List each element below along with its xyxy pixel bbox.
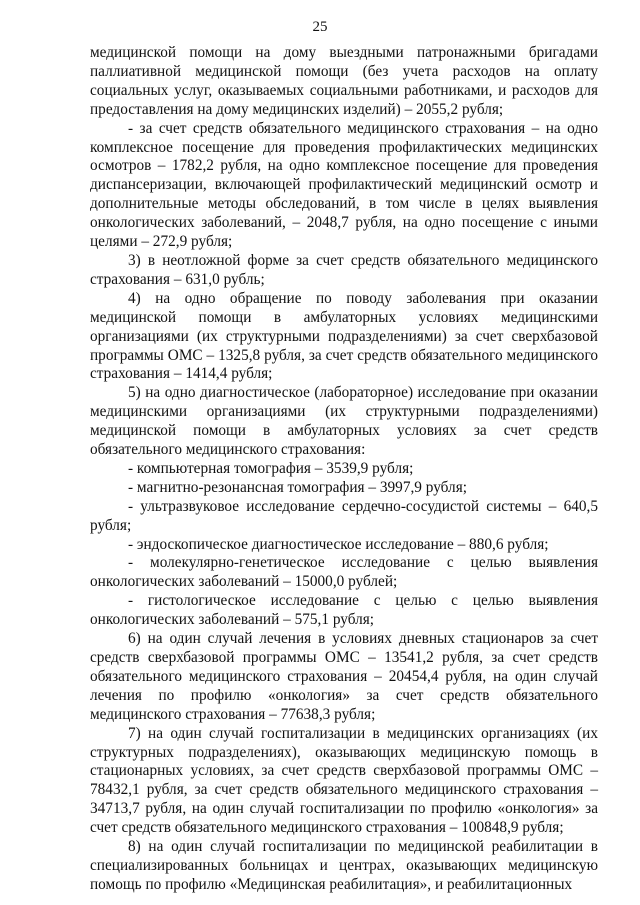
paragraph-item-8-rehabilitation: 8) на один случай госпитализации по медицинской реабилитации в специализированных больницах и центрах, оказывающих медицинскую помощь по профилю «Медицинская реабилитация», и реабилитационных (90, 838, 598, 893)
paragraph-item-4-outpatient: 4) на одно обращение по поводу заболевания при оказании медицинской помощи в амбулаторных условиях медицинскими организациями (их структурными подразделениями) за счет сверхбазовой программы ОМС – 1325,8 рубля, за счет средств обязательного медицинского страхования – 1414,4 рубля; (90, 289, 598, 383)
paragraph-item-3-emergency: 3) в неотложной форме за счет средств обязательного медицинского страхования – 631,0 рубль; (90, 251, 598, 288)
list-item-histology: - гистологическое исследование с целью с целью выявления онкологических заболеваний – 575,1 рубля; (90, 592, 598, 629)
paragraph-oms-visits: - за счет средств обязательного медицинского страхования – на одно комплексное посещение для проведения профилактических медицинских осмотров – 1782,2 рубля, на одно комплексное посещение для проведения диспансеризации, включающей профилактический медицинский осмотр и дополнительные методы обследований, в том числе в целях выявления онкологических заболеваний, – 2048,7 рубля, на одно посещение с иными целями – 272,9 рубля; (90, 119, 598, 251)
paragraph-palliative-continuation: медицинской помощи на дому выездными патронажными бригадами паллиативной медицинской помощи (без учета расходов на оплату социальных услуг, оказываемых социальными работниками, и расходов для предоставления на дому медицинских изделий) – 2055,2 рубля; (90, 44, 598, 118)
list-item-ultrasound: - ультразвуковое исследование сердечно-сосудистой системы – 640,5 рубля; (90, 497, 598, 534)
list-item-molecular-genetic: - молекулярно-генетическое исследование с целью выявления онкологических заболеваний – 15000,0 рублей; (90, 554, 598, 591)
paragraph-item-6-day-hospital: 6) на один случай лечения в условиях дневных стационаров за счет средств сверхбазовой программы ОМС – 13541,2 рубля, за счет средств обязательного медицинского страхования – 20454,4 рубля, на один случай лечения по профилю «онкология» за счет средств обязательного медицинского страхования – 77638,3 рубля; (90, 630, 598, 723)
page-number: 25 (312, 19, 328, 35)
paragraph-item-7-hospitalization: 7) на один случай госпитализации в медицинских организациях (их структурных подразделениях), оказывающих медицинскую помощь в стационарных условиях, за счет средств сверхбазовой программы ОМС – 78432,1 рубля, за счет средств обязательного медицинского страхования – 34713,7 рубля, на один случай госпитализации по профилю «онкология» за счет средств обязательного медицинского страхования – 100848,9 рубля; (90, 724, 598, 837)
document-body (90, 44, 598, 895)
list-item-endoscopy: - эндоскопическое диагностическое исследование – 880,6 рубля; (128, 535, 549, 553)
paragraph-item-5-diagnostics: 5) на одно диагностическое (лабораторное) исследование при оказании медицинскими организациями (их структурными подразделениями) медицинской помощи в амбулаторных условиях за счет средств обязательного медицинского страхования: (90, 384, 598, 459)
list-item-mri: - магнитно-резонансная томография – 3997,9 рубля; (128, 478, 467, 496)
list-item-ct: - компьютерная томография – 3539,9 рубля; (128, 459, 414, 477)
